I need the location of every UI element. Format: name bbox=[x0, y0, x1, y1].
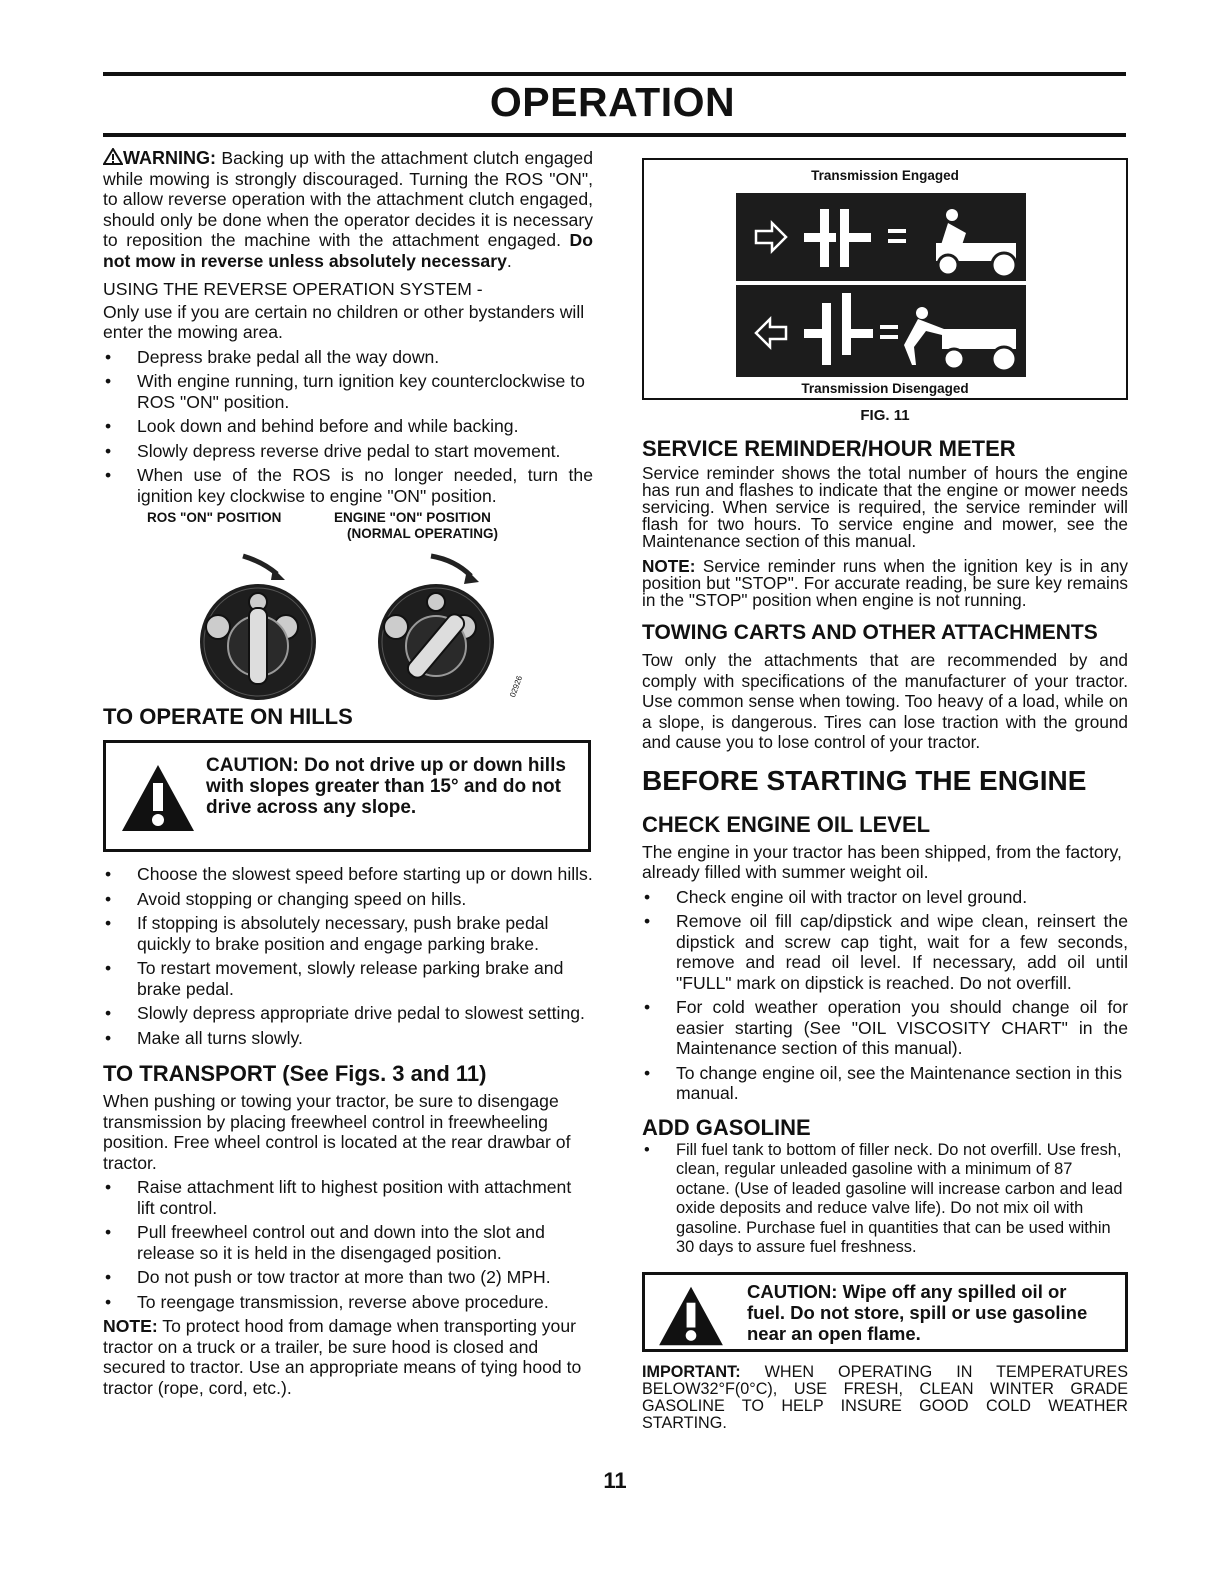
warning-paragraph bbox=[103, 148, 593, 271]
service-note bbox=[642, 558, 1128, 609]
warning-label: WARNING: bbox=[123, 148, 216, 168]
hills-caution-box bbox=[103, 740, 591, 852]
gas-heading: ADD GASOLINE bbox=[642, 1114, 811, 1140]
top-rule bbox=[103, 72, 1126, 76]
important-label: IMPORTANT: bbox=[642, 1362, 741, 1381]
list-item: • When use of the ROS is no longer needed, turn the ignition key clockwise to engine "ON" position. bbox=[103, 465, 593, 506]
engaged-pictogram-icon bbox=[736, 193, 1026, 281]
list-item: • Slowly depress reverse drive pedal to start movement. bbox=[103, 441, 593, 462]
key-label-engine-normal: (NORMAL OPERATING) bbox=[347, 526, 498, 541]
oil-steps-list bbox=[642, 887, 1128, 1104]
service-heading: SERVICE REMINDER/HOUR METER bbox=[642, 436, 1016, 461]
note-text: To protect hood from damage when transporting your tractor on a truck or a trailer, be sure hood is closed and secured to tractor. Use an appropriate means of tying hood to tractor (rope, cord, etc.). bbox=[103, 1316, 582, 1398]
before-starting-heading: BEFORE STARTING THE ENGINE bbox=[642, 764, 1087, 796]
list-item: • Fill fuel tank to bottom of filler neck. Do not overfill. Use fresh, clean, regular unleaded gasoline with a minimum of 87 octane. (Use of leaded gasoline will increase carbon and lead oxide deposits and reduce valve life). Do not mix oil with gasoline. Purchase fuel in quantities that can be used within 30 days to assure fuel freshness. bbox=[642, 1141, 1128, 1258]
service-text: Service reminder shows the total number of hours the engine has run and flashes to indicate that the engine or mower needs servicing. When service is required, the service reminder will flash for two hours. To service engine and mower, see the Maintenance section of this manual. bbox=[642, 463, 1128, 551]
fig-top-label: Transmission Engaged bbox=[811, 168, 959, 183]
towing-heading: TOWING CARTS AND OTHER ATTACHMENTS bbox=[642, 621, 1098, 644]
list-item: • To restart movement, slowly release parking brake and brake pedal. bbox=[103, 958, 593, 999]
gas-steps-list bbox=[642, 1141, 1128, 1258]
key-image-code: 02926 bbox=[508, 674, 525, 699]
ros-heading: USING THE REVERSE OPERATION SYSTEM - bbox=[103, 279, 483, 299]
list-item: • Do not push or tow tractor at more than two (2) MPH. bbox=[103, 1267, 593, 1288]
caution-triangle-icon bbox=[657, 1285, 725, 1347]
transport-heading: TO TRANSPORT (See Figs. 3 and 11) bbox=[103, 1061, 487, 1086]
key-label-ros: ROS "ON" POSITION bbox=[147, 510, 282, 525]
list-item: • To change engine oil, see the Maintenance section in this manual. bbox=[642, 1063, 1128, 1104]
warning-end: . bbox=[506, 250, 512, 271]
page-number: 11 bbox=[603, 1468, 627, 1493]
service-note-text: Service reminder runs when the ignition key is in any position but "STOP". For accurate reading, be sure key remains in the "STOP" position when engine is not running. bbox=[642, 556, 1128, 610]
left-column bbox=[103, 148, 593, 1398]
list-item: • Slowly depress appropriate drive pedal to slowest setting. bbox=[103, 1003, 593, 1024]
right-column bbox=[642, 158, 1128, 1432]
disengaged-pictogram-icon bbox=[736, 285, 1026, 377]
oil-heading: CHECK ENGINE OIL LEVEL bbox=[642, 811, 931, 837]
list-item: • Raise attachment lift to highest position with attachment lift control. bbox=[103, 1177, 593, 1218]
warning-text: Backing up with the attachment clutch engaged while mowing is strongly discouraged. Turning the ROS "ON", to allow reverse operation with the attachment clutch engaged, should only be done when the operator decides it is necessary to reposition the machine with the attachment engaged. bbox=[103, 148, 593, 250]
list-item: • To reengage transmission, reverse above procedure. bbox=[103, 1292, 593, 1313]
list-item: • For cold weather operation you should change oil for easier starting (See "OIL VISCOSITY CHART" in the Maintenance section of this manual). bbox=[642, 997, 1128, 1059]
list-item: • If stopping is absolutely necessary, push brake pedal quickly to brake position and engage parking brake. bbox=[103, 913, 593, 954]
ros-intro: Only use if you are certain no children or other bystanders will enter the mowing area. bbox=[103, 301, 585, 342]
warning-emphasis: Do not mow in reverse unless absolutely necessary bbox=[103, 230, 593, 271]
oil-intro: The engine in your tractor has been shipped, from the factory, already filled with summer weight oil. bbox=[642, 841, 1122, 882]
note-label: NOTE: bbox=[103, 1316, 158, 1336]
transmission-figure bbox=[642, 158, 1128, 400]
towing-text: Tow only the attachments that are recommended by and comply with specifications of the manufacturer of your tractor. Use common sense when towing. Too heavy of a load, while on a slope, is dangerous. Tires can lose traction with the ground and cause you to lose control of your tractor. bbox=[642, 650, 1128, 752]
transport-intro: When pushing or towing your tractor, be sure to disengage transmission by placing freewheel control in freewheeling position. Free wheel control is located at the rear drawbar of tractor. bbox=[103, 1091, 571, 1173]
list-item: • Avoid stopping or changing speed on hills. bbox=[103, 889, 593, 910]
hills-steps-list bbox=[103, 864, 593, 1048]
key-label-engine: ENGINE "ON" POSITION bbox=[334, 510, 491, 525]
list-item: • Choose the slowest speed before starting up or down hills. bbox=[103, 864, 593, 885]
ros-steps-list bbox=[103, 347, 593, 507]
important-note bbox=[642, 1364, 1128, 1432]
fig-bottom-label: Transmission Disengaged bbox=[801, 381, 969, 396]
hills-heading: TO OPERATE ON HILLS bbox=[103, 704, 353, 729]
ignition-key-figure bbox=[103, 510, 593, 705]
list-item: • Look down and behind before and while backing. bbox=[103, 416, 593, 437]
title-rule bbox=[103, 133, 1126, 137]
transmission-disengaged-panel bbox=[736, 285, 1026, 377]
transport-note bbox=[103, 1316, 593, 1398]
caution-triangle-icon bbox=[120, 763, 196, 833]
list-item: • With engine running, turn ignition key counterclockwise to ROS "ON" position. bbox=[103, 371, 593, 412]
list-item: • Remove oil fill cap/dipstick and wipe clean, reinsert the dipstick and screw cap tight, wait for a few seconds, remove and read oil level. If necessary, add oil until "FULL" mark on dipstick is reached. Do not overfill. bbox=[642, 911, 1128, 993]
gas-caution-box bbox=[642, 1272, 1128, 1352]
list-item: • Pull freewheel control out and down into the slot and release so it is held in the disengaged position. bbox=[103, 1222, 593, 1263]
hills-caution-text: CAUTION: Do not drive up or down hills with slopes greater than 15° and do not drive across any slope. bbox=[206, 755, 566, 818]
service-note-label: NOTE: bbox=[642, 556, 696, 576]
ignition-switch-ros-icon bbox=[173, 544, 373, 704]
page-title: OPERATION bbox=[489, 79, 736, 125]
transport-steps-list bbox=[103, 1177, 593, 1312]
fig-caption: FIG. 11 bbox=[860, 407, 910, 424]
list-item: • Make all turns slowly. bbox=[103, 1028, 593, 1049]
warning-triangle-icon bbox=[103, 148, 123, 165]
important-text: WHEN OPERATING IN TEMPERATURES BELOW32°F(0°C), USE FRESH, CLEAN WINTER GRADE GASOLINE TO HELP INSURE GOOD COLD WEATHER STARTING. bbox=[642, 1362, 1128, 1432]
gas-caution-text: CAUTION: Wipe off any spilled oil or fuel. Do not store, spill or use gasoline near an open flame. bbox=[747, 1280, 1088, 1344]
transmission-engaged-panel bbox=[736, 193, 1026, 281]
list-item: • Depress brake pedal all the way down. bbox=[103, 347, 593, 368]
list-item: • Check engine oil with tractor on level ground. bbox=[642, 887, 1128, 908]
